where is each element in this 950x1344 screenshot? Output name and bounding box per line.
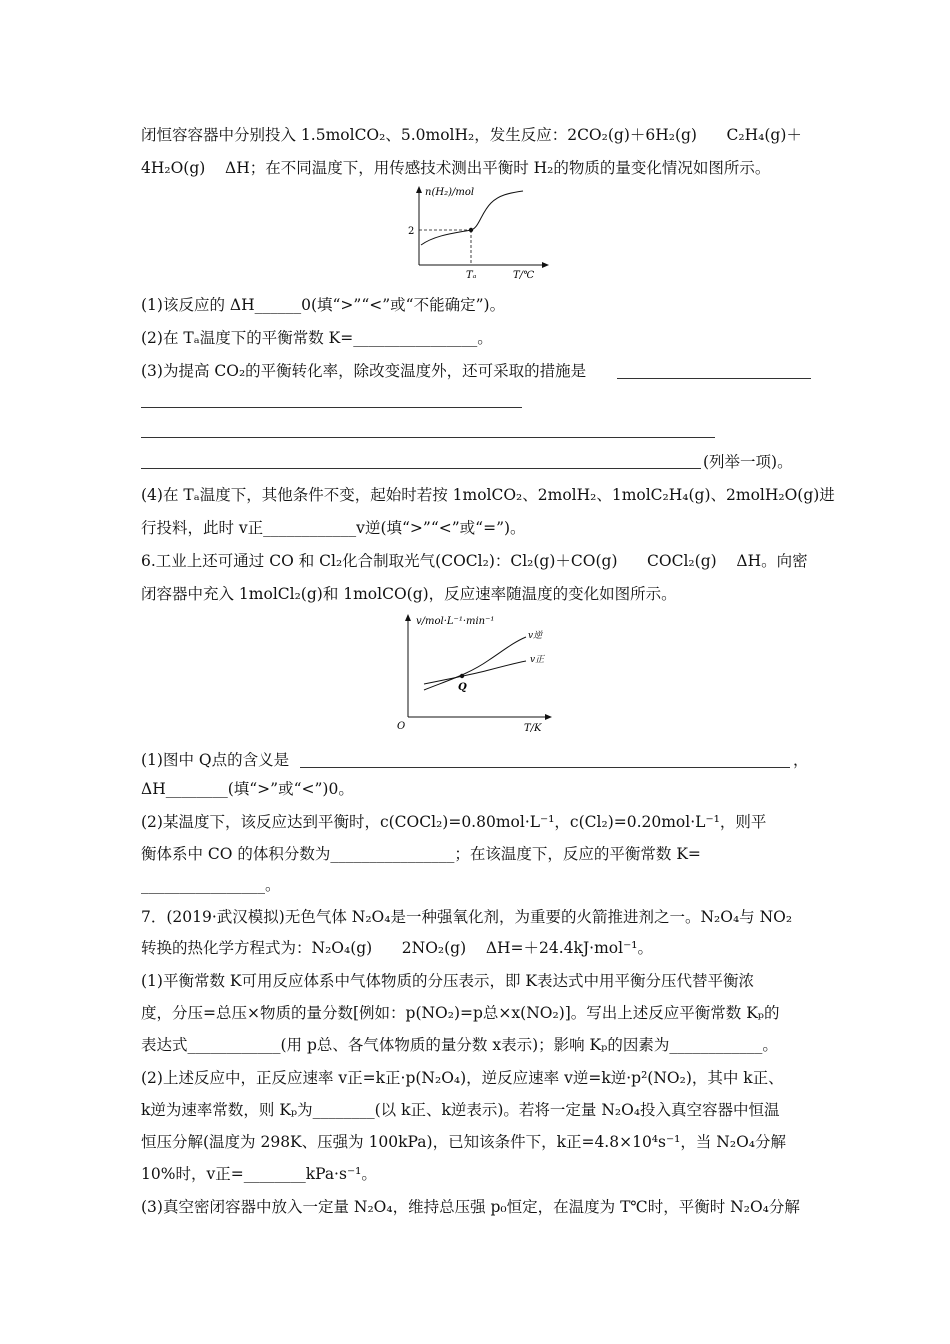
text-line: ΔH________(填“>”或“<”)0。	[141, 780, 354, 798]
x-tick-label: Tₐ	[466, 270, 477, 281]
forward-rate-curve	[424, 661, 526, 684]
text-line: 10%时，v正=________kPa·s⁻¹。	[141, 1165, 377, 1183]
text-line: (2)某温度下，该反应达到平衡时，c(COCl₂)=0.80mol·L⁻¹，c(Cl₂)=0.20mol·L⁻¹，则平	[141, 813, 767, 831]
text-line: 行投料，此时 v正____________v逆(填“>”“<”或“=”)。	[141, 519, 526, 537]
y-axis-label: v/mol·L⁻¹·min⁻¹	[416, 616, 495, 627]
text-line: (1)图中 Q点的含义是	[141, 751, 290, 769]
text-line: k逆为速率常数，则 Kₚ为________(以 k正、k逆表示)。若将一定量 N₂O₄投入真空容器中恒温	[141, 1101, 780, 1119]
answer-blank[interactable]	[141, 468, 701, 469]
text-line: (4)在 Tₐ温度下，其他条件不变，起始时若按 1molCO₂、2molH₂、1molC₂H₄(g)、2molH₂O(g)进	[141, 486, 835, 504]
point-label-q: Q	[458, 682, 467, 693]
text-line: ________________。	[141, 876, 281, 894]
intersection-point-q	[460, 674, 464, 678]
text-line: (1)该反应的 ΔH______0(填“>”“<”或“不能确定”)。	[141, 296, 506, 314]
text-line: 恒压分解(温度为 298K、压强为 100kPa)，已知该条件下，k正=4.8×10⁴s⁻¹，当 N₂O₄分解	[141, 1133, 786, 1151]
h2-amount-vs-temperature-figure	[395, 183, 555, 283]
x-axis-arrow	[542, 262, 549, 268]
answer-blank[interactable]	[617, 378, 811, 379]
text-line: (2)在 Tₐ温度下的平衡常数 K=________________。	[141, 329, 493, 347]
answer-blank[interactable]	[300, 767, 790, 768]
text-line: (2)上述反应中，正反应速率 v正=k正·p(N₂O₄)，逆反应速率 v逆=k逆·p²(NO₂)，其中 k正、	[141, 1069, 784, 1087]
text-line: (1)平衡常数 K可用反应体系中气体物质的分压表示，即 K表达式中用平衡分压代替平衡浓	[141, 972, 754, 990]
x-axis-arrow	[545, 714, 552, 720]
y-tick-label: 2	[408, 226, 415, 237]
text-line: 6.工业上还可通过 CO 和 Cl₂化合制取光气(COCl₂)：Cl₂(g)＋CO(g) COCl₂(g) ΔH。向密	[141, 552, 808, 570]
equilibrium-point	[469, 228, 473, 232]
answer-blank[interactable]	[141, 407, 522, 408]
text-line: (3)真空密闭容器中放入一定量 N₂O₄，维持总压强 p₀恒定，在温度为 T℃时，平衡时 N₂O₄分解	[141, 1198, 800, 1216]
text-line: 度，分压=总压×物质的量分数[例如：p(NO₂)=p总×x(NO₂)]。写出上述反应平衡常数 Kₚ的	[141, 1004, 780, 1022]
rate-vs-temperature-figure	[394, 610, 564, 735]
series-label-forward: v正	[530, 655, 545, 665]
h2-curve	[421, 191, 523, 245]
text-line: 闭容器中充入 1molCl₂(g)和 1molCO(g)，反应速率随温度的变化如图所示。	[141, 585, 677, 603]
answer-blank[interactable]	[141, 437, 715, 438]
reverse-rate-curve	[424, 637, 526, 690]
text-line: 闭恒容容器中分别投入 1.5molCO₂、5.0molH₂，发生反应：2CO₂(g)＋6H₂(g) C₂H₄(g)＋	[141, 126, 802, 144]
text-line: (列举一项)。	[703, 453, 793, 471]
text-line: 衡体系中 CO 的体积分数为________________；在该温度下，反应的平衡常数 K=	[141, 845, 701, 863]
y-axis-arrow	[416, 186, 422, 193]
origin-label: O	[397, 721, 406, 732]
text-line: 表达式____________(用 p总、各气体物质的量分数 x表示)；影响 Kₚ的因素为____________。	[141, 1036, 778, 1054]
y-axis-label: n(H₂)/mol	[425, 187, 475, 198]
y-axis-arrow	[405, 614, 411, 621]
text-line: 转换的热化学方程式为：N₂O₄(g) 2NO₂(g) ΔH=＋24.4kJ·mol⁻¹。	[141, 939, 653, 957]
text-line: (3)为提高 CO₂的平衡转化率，除改变温度外，还可采取的措施是	[141, 362, 587, 380]
text-line: ，	[793, 751, 809, 769]
text-line: 7．(2019·武汉模拟)无色气体 N₂O₄是一种强氧化剂，为重要的火箭推进剂之一。N₂O₄与 NO₂	[141, 908, 793, 926]
series-label-reverse: v逆	[528, 631, 543, 641]
x-axis-label: T/℃	[513, 270, 535, 281]
x-axis-label: T/K	[524, 723, 542, 734]
text-line: 4H₂O(g) ΔH；在不同温度下，用传感技术测出平衡时 H₂的物质的量变化情况如图所示。	[141, 159, 771, 177]
